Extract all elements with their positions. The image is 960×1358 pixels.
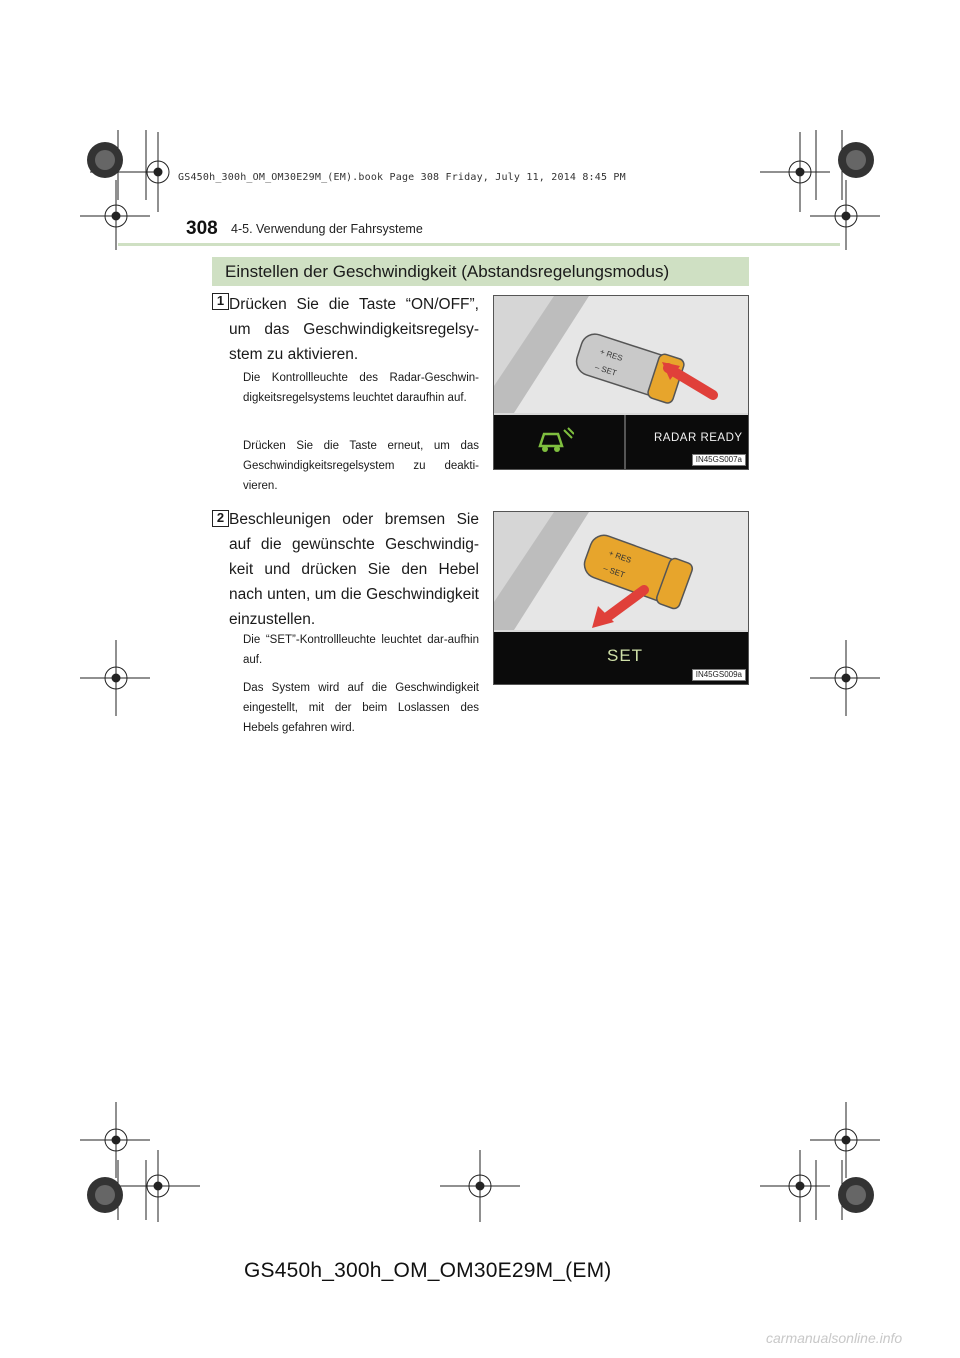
svg-text:+ RES: + RES <box>598 347 624 363</box>
footer-model-code: GS450h_300h_OM_OM30E29M_(EM) <box>244 1259 612 1282</box>
radar-ready-text: RADAR READY <box>654 432 743 444</box>
svg-text:– SET: – SET <box>593 362 618 378</box>
step-2-note-1: Die “SET”-Kontrollleuchte leuchtet dar-aufhin auf. <box>243 634 479 666</box>
figure-step-1 <box>493 295 749 470</box>
breadcrumb: 4-5. Verwendung der Fahrsysteme <box>231 222 423 236</box>
page-number: 308 <box>186 218 218 239</box>
svg-text:+ RES: + RES <box>607 548 633 566</box>
lever-illustration-onoff <box>494 296 748 413</box>
figure-step-2 <box>493 511 749 685</box>
step-2-text: Beschleunigen oder bremsen Sie auf die gewünschte Geschwindig-keit und drücken Sie den Hebel nach unten, um die Geschwindigkeit einzustellen. <box>229 511 479 628</box>
figure-code: IN45GS009a <box>692 669 746 681</box>
step-2-badge: 2 <box>212 510 229 527</box>
step-1-note-2: Drücken Sie die Taste erneut, um das Geschwindigkeitsregelsystem zu deakti-vieren. <box>243 440 479 492</box>
step-1-badge: 1 <box>212 293 229 310</box>
set-indicator-text: SET <box>607 646 644 665</box>
book-info-line: GS450h_300h_OM_OM30E29M_(EM).book Page 308 Friday, July 11, 2014 8:45 PM <box>178 172 626 183</box>
watermark: carmanualsonline.info <box>766 1330 903 1346</box>
step-2-note-2: Das System wird auf die Geschwindigkeit eingestellt, mit der beim Loslassen des Hebels gefahren wird. <box>243 682 479 734</box>
figure-code: IN45GS007a <box>692 454 746 466</box>
lever-illustration-set <box>494 512 748 630</box>
step-1-text: Drücken Sie die Taste “ON/OFF”, um das Geschwindigkeitsregelsy-stem zu aktivieren. <box>229 296 479 363</box>
display-panel <box>494 415 748 469</box>
section-title: Einstellen der Geschwindigkeit (Abstandsregelungsmodus) <box>212 257 749 286</box>
step-1-note-1: Die Kontrollleuchte des Radar-Geschwin-digkeitsregelsystems leuchtet daraufhin auf. <box>243 372 479 404</box>
radar-indicator-icon <box>534 424 574 460</box>
header-rule <box>118 243 840 246</box>
svg-text:– SET: – SET <box>602 563 627 580</box>
display-panel <box>494 632 748 684</box>
